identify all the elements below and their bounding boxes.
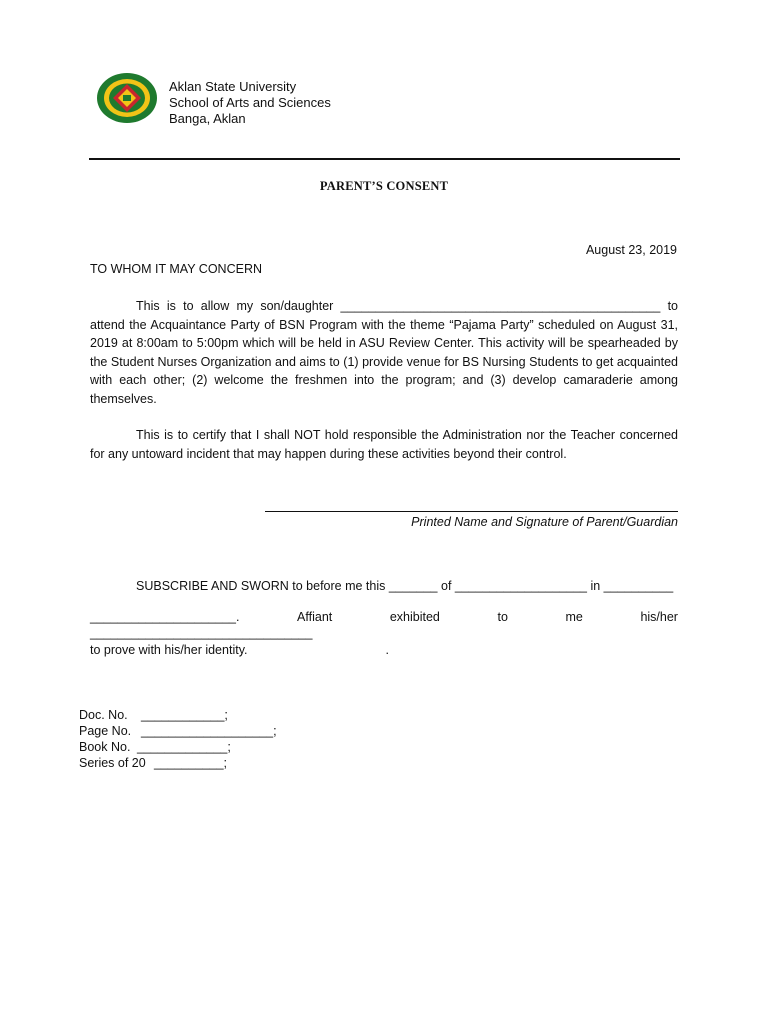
sworn-word: me — [565, 610, 583, 624]
notary-row-page — [79, 723, 277, 739]
sworn-statement — [90, 577, 678, 595]
sworn-line-3-end: . — [385, 643, 389, 657]
notary-label: Series of 20 — [79, 756, 146, 770]
notary-label: Page No. — [79, 724, 132, 738]
signature-label: Printed Name and Signature of Parent/Guardian — [411, 515, 678, 529]
liability-paragraph-text: This is to certify that I shall NOT hold responsible the Administration nor the Teacher concerned for any untoward incident that may happen during these activities beyond their control. — [90, 428, 678, 461]
signature-line — [265, 511, 678, 512]
notary-row-series — [79, 755, 277, 771]
notary-label: Doc. No. — [79, 708, 128, 722]
notary-row-book — [79, 739, 277, 755]
header-school: School of Arts and Sciences — [169, 95, 331, 110]
header-divider — [89, 158, 680, 160]
consent-paragraph-text: This is to allow my son/daughter ______________________________________________ to attend the Acquaintance Party of BSN Program with the theme “Pajama Party” scheduled on August 31, 2019 at 8:00am to 5:00pm which will be held in ASU Review Center. This activity will be spearheaded by the Student Nurses Organization and aims to (1) provide venue for BS Nursing Students to get acquainted with each other; (2) welcome the freshmen into the program; and (3) develop camaraderie among themselves. — [90, 299, 678, 406]
sworn-line-3 — [90, 643, 678, 657]
notary-row-doc — [79, 707, 277, 723]
sworn-line-2-tail: ________________________________ — [90, 626, 313, 640]
consent-paragraph — [90, 297, 678, 408]
notary-blank: __________; — [154, 756, 227, 770]
letter-date: August 23, 2019 — [585, 243, 677, 257]
sworn-line-2 — [90, 610, 678, 624]
salutation: TO WHOM IT MAY CONCERN — [90, 262, 262, 276]
sworn-word: exhibited — [389, 610, 440, 624]
sworn-line-3-text: to prove with his/her identity. — [90, 643, 248, 657]
liability-paragraph — [90, 426, 678, 463]
sworn-line-1: SUBSCRIBE AND SWORN to before me this _______ of ___________________ in __________ — [136, 579, 674, 593]
notary-blank: ____________; — [141, 708, 228, 722]
sworn-word: his/her — [640, 610, 678, 624]
notary-label: Book No. — [79, 740, 131, 754]
header-location: Banga, Aklan — [169, 111, 246, 126]
sworn-word: to — [497, 610, 508, 624]
sworn-word: Affiant — [297, 610, 333, 624]
header-university: Aklan State University — [169, 79, 297, 94]
university-seal — [96, 72, 158, 124]
notary-blank: _____________; — [137, 740, 231, 754]
notary-block — [79, 707, 277, 771]
sworn-word: _____________________. — [90, 610, 240, 624]
document-title: PARENT’S CONSENT — [319, 179, 449, 193]
institution-header — [169, 79, 331, 127]
notary-blank: ___________________; — [141, 724, 277, 738]
